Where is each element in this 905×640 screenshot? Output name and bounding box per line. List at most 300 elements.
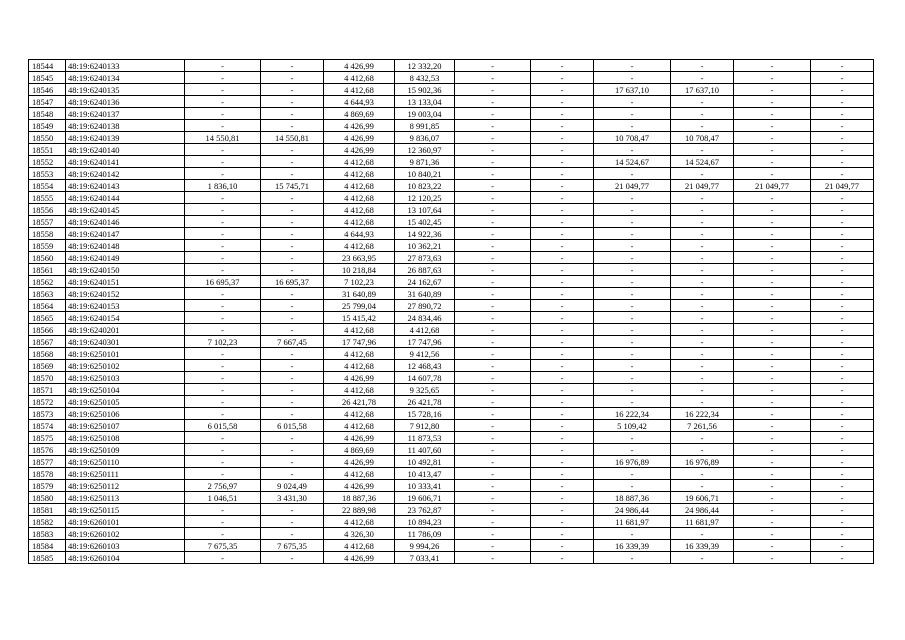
table-cell: - (455, 492, 531, 504)
table-cell: - (185, 264, 261, 276)
table-cell: 31 640,89 (324, 288, 395, 300)
table-cell: - (531, 348, 594, 360)
table-cell: - (811, 144, 874, 156)
table-cell: 11 873,53 (395, 432, 455, 444)
table-cell: 48:19:6260103 (66, 540, 185, 552)
table-row (29, 168, 874, 180)
table-cell: 18 887,36 (324, 492, 395, 504)
table-cell: - (531, 84, 594, 96)
table-cell: - (261, 384, 324, 396)
table-cell: 48:19:6250109 (66, 444, 185, 456)
table-cell: 48:19:6250106 (66, 408, 185, 420)
table-cell: - (531, 468, 594, 480)
table-cell: - (455, 252, 531, 264)
table-cell: 4 644,93 (324, 228, 395, 240)
table-cell: 4 412,68 (324, 216, 395, 228)
table-cell: - (811, 132, 874, 144)
table-cell: 9 325,65 (395, 384, 455, 396)
table-cell: 7 102,23 (324, 276, 395, 288)
table-cell: - (531, 324, 594, 336)
table-row (29, 468, 874, 480)
table-cell: 4 412,68 (324, 408, 395, 420)
table-cell: 4 869,69 (324, 108, 395, 120)
table-cell: - (455, 228, 531, 240)
table-cell: 48:19:6240144 (66, 192, 185, 204)
table-cell: 4 869,69 (324, 444, 395, 456)
table-cell: - (671, 120, 734, 132)
table-cell: - (455, 120, 531, 132)
table-cell: - (455, 552, 531, 564)
table-cell: 18552 (29, 156, 66, 168)
table-cell: 18550 (29, 132, 66, 144)
table-cell: - (261, 264, 324, 276)
table-cell: 2 756,97 (185, 480, 261, 492)
table-row (29, 372, 874, 384)
table-cell: - (734, 456, 811, 468)
table-cell: - (594, 372, 671, 384)
table-row (29, 204, 874, 216)
table-cell: 48:19:6240136 (66, 96, 185, 108)
table-cell: - (531, 384, 594, 396)
table-cell: - (185, 228, 261, 240)
table-cell: 48:19:6240151 (66, 276, 185, 288)
table-cell: 19 003,04 (395, 108, 455, 120)
table-cell: - (531, 144, 594, 156)
table-cell: - (185, 444, 261, 456)
table-cell: 16 976,89 (594, 456, 671, 468)
table-cell: - (594, 228, 671, 240)
table-cell: - (455, 324, 531, 336)
table-cell: - (811, 216, 874, 228)
table-cell: 4 412,68 (324, 192, 395, 204)
table-row (29, 252, 874, 264)
table-cell: - (455, 60, 531, 72)
table-cell: 4 426,99 (324, 456, 395, 468)
table-cell: - (811, 444, 874, 456)
table-cell: - (261, 396, 324, 408)
table-cell: - (734, 252, 811, 264)
table-cell: - (455, 528, 531, 540)
table-cell: 31 640,89 (395, 288, 455, 300)
table-cell: - (811, 540, 874, 552)
table-cell: - (734, 480, 811, 492)
table-cell: - (811, 300, 874, 312)
table-cell: 18568 (29, 348, 66, 360)
table-cell: - (734, 120, 811, 132)
table-cell: - (811, 552, 874, 564)
table-cell: - (671, 468, 734, 480)
table-cell: 4 412,68 (324, 360, 395, 372)
table-cell: - (594, 108, 671, 120)
table-cell: - (261, 72, 324, 84)
table-cell: 13 133,04 (395, 96, 455, 108)
table-cell: 14 524,67 (594, 156, 671, 168)
table-cell: 9 412,56 (395, 348, 455, 360)
table-cell: - (811, 276, 874, 288)
table-cell: 25 799,04 (324, 300, 395, 312)
table-cell: - (671, 240, 734, 252)
table-cell: - (811, 516, 874, 528)
table-cell: - (811, 324, 874, 336)
table-cell: 7 675,35 (261, 540, 324, 552)
table-cell: 24 834,46 (395, 312, 455, 324)
table-row (29, 96, 874, 108)
table-cell: - (594, 324, 671, 336)
table-cell: 18579 (29, 480, 66, 492)
table-cell: - (594, 216, 671, 228)
table-cell: - (594, 336, 671, 348)
data-table (28, 59, 874, 564)
table-cell: 4 412,68 (324, 540, 395, 552)
table-cell: - (261, 348, 324, 360)
table-cell: 21 049,77 (734, 180, 811, 192)
table-cell: - (811, 252, 874, 264)
table-cell: - (671, 192, 734, 204)
table-cell: 24 986,44 (594, 504, 671, 516)
table-cell: - (261, 444, 324, 456)
table-cell: - (261, 96, 324, 108)
table-cell: - (734, 420, 811, 432)
table-cell: 4 412,68 (324, 420, 395, 432)
table-cell: - (261, 528, 324, 540)
table-cell: - (671, 336, 734, 348)
table-cell: - (185, 204, 261, 216)
table-cell: 3 431,30 (261, 492, 324, 504)
table-row (29, 144, 874, 156)
table-cell: - (531, 276, 594, 288)
table-cell: - (261, 84, 324, 96)
table-row (29, 336, 874, 348)
table-cell: - (811, 204, 874, 216)
table-cell: - (261, 120, 324, 132)
table-cell: - (734, 156, 811, 168)
table-cell: - (261, 192, 324, 204)
table-cell: - (811, 120, 874, 132)
table-row (29, 360, 874, 372)
table-row (29, 456, 874, 468)
table-cell: 18576 (29, 444, 66, 456)
table-cell: 48:19:6250102 (66, 360, 185, 372)
table-cell: 19 606,71 (671, 492, 734, 504)
table-cell: - (531, 432, 594, 444)
table-cell: - (734, 444, 811, 456)
table-cell: 18555 (29, 192, 66, 204)
table-cell: - (261, 456, 324, 468)
table-cell: 18581 (29, 504, 66, 516)
table-cell: 48:19:6260104 (66, 552, 185, 564)
table-cell: - (455, 312, 531, 324)
table-cell: 48:19:6240150 (66, 264, 185, 276)
table-cell: 4 412,68 (324, 156, 395, 168)
table-cell: - (671, 480, 734, 492)
table-cell: 18546 (29, 84, 66, 96)
table-cell: - (261, 252, 324, 264)
table-cell: - (594, 348, 671, 360)
table-cell: 48:19:6240137 (66, 108, 185, 120)
table-cell: - (185, 348, 261, 360)
table-cell: - (734, 528, 811, 540)
table-cell: - (531, 228, 594, 240)
table-cell: - (811, 168, 874, 180)
table-cell: 48:19:6240133 (66, 60, 185, 72)
table-cell: 23 663,95 (324, 252, 395, 264)
table-cell: 16 339,39 (594, 540, 671, 552)
table-cell: - (671, 312, 734, 324)
table-cell: - (811, 312, 874, 324)
table-row (29, 72, 874, 84)
table-cell: - (734, 300, 811, 312)
table-cell: 14 607,78 (395, 372, 455, 384)
table-cell: - (594, 432, 671, 444)
table-cell: 48:19:6250103 (66, 372, 185, 384)
table-cell: 11 407,60 (395, 444, 455, 456)
table-row (29, 288, 874, 300)
table-cell: - (531, 456, 594, 468)
table-cell: 48:19:6250104 (66, 384, 185, 396)
table-cell: - (455, 456, 531, 468)
table-cell: 18584 (29, 540, 66, 552)
table-cell: 48:19:6240152 (66, 288, 185, 300)
table-cell: 4 412,68 (324, 180, 395, 192)
table-cell: - (811, 192, 874, 204)
table-cell: - (455, 300, 531, 312)
table-cell: - (671, 324, 734, 336)
table-row (29, 528, 874, 540)
table-cell: - (594, 312, 671, 324)
table-cell: - (671, 276, 734, 288)
table-cell: 19 606,71 (395, 492, 455, 504)
table-cell: 48:19:6250110 (66, 456, 185, 468)
table-cell: - (455, 168, 531, 180)
table-cell: 4 412,68 (324, 348, 395, 360)
table-cell: 18553 (29, 168, 66, 180)
table-cell: - (531, 180, 594, 192)
table-cell: - (531, 60, 594, 72)
table-cell: - (671, 108, 734, 120)
table-cell: - (734, 312, 811, 324)
table-cell: 4 326,30 (324, 528, 395, 540)
table-cell: - (261, 204, 324, 216)
table-cell: 17 747,96 (395, 336, 455, 348)
table-cell: - (185, 192, 261, 204)
table-cell: 4 412,68 (395, 324, 455, 336)
table-cell: - (261, 228, 324, 240)
table-cell: 48:19:6250107 (66, 420, 185, 432)
table-cell: - (734, 360, 811, 372)
table-cell: - (531, 396, 594, 408)
table-cell: - (531, 516, 594, 528)
table-cell: - (531, 528, 594, 540)
table-cell: - (185, 300, 261, 312)
table-cell: - (261, 216, 324, 228)
table-cell: 26 421,78 (395, 396, 455, 408)
table-cell: - (455, 336, 531, 348)
table-row (29, 432, 874, 444)
table-cell: - (455, 432, 531, 444)
table-cell: 16 976,89 (671, 456, 734, 468)
table-cell: 18563 (29, 288, 66, 300)
table-cell: 22 889,98 (324, 504, 395, 516)
table-cell: - (185, 108, 261, 120)
table-cell: 18554 (29, 180, 66, 192)
table-cell: - (261, 504, 324, 516)
table-cell: - (455, 180, 531, 192)
table-cell: 10 333,41 (395, 480, 455, 492)
table-cell: - (671, 384, 734, 396)
table-row (29, 420, 874, 432)
table-cell: 6 015,58 (261, 420, 324, 432)
table-cell: 48:19:6240142 (66, 168, 185, 180)
table-cell: 4 412,68 (324, 468, 395, 480)
table-cell: 18557 (29, 216, 66, 228)
table-cell: - (671, 288, 734, 300)
table-cell: 9 871,36 (395, 156, 455, 168)
table-cell: 21 049,77 (594, 180, 671, 192)
table-cell: - (455, 84, 531, 96)
table-cell: 18575 (29, 432, 66, 444)
table-cell: - (734, 84, 811, 96)
table-cell: - (594, 264, 671, 276)
table-cell: - (455, 240, 531, 252)
table-cell: - (261, 168, 324, 180)
table-row (29, 156, 874, 168)
table-cell: - (594, 396, 671, 408)
table-cell: 4 412,68 (324, 240, 395, 252)
table-cell: - (455, 108, 531, 120)
table-cell: - (185, 456, 261, 468)
table-cell: 18567 (29, 336, 66, 348)
table-row (29, 408, 874, 420)
table-cell: - (531, 264, 594, 276)
table-cell: 10 362,21 (395, 240, 455, 252)
table-row (29, 192, 874, 204)
table-cell: - (671, 552, 734, 564)
table-cell: 5 109,42 (594, 420, 671, 432)
table-cell: 12 360,97 (395, 144, 455, 156)
table-cell: - (734, 432, 811, 444)
table-cell: - (531, 360, 594, 372)
table-cell: - (734, 108, 811, 120)
table-cell: - (671, 264, 734, 276)
table-cell: 48:19:6240143 (66, 180, 185, 192)
table-row (29, 216, 874, 228)
table-cell: - (531, 120, 594, 132)
table-cell: - (185, 408, 261, 420)
table-cell: - (261, 144, 324, 156)
table-cell: 48:19:6250111 (66, 468, 185, 480)
table-cell: - (811, 108, 874, 120)
table-cell: - (811, 456, 874, 468)
table-cell: - (671, 300, 734, 312)
table-cell: - (531, 408, 594, 420)
table-cell: - (671, 528, 734, 540)
table-cell: 48:19:6240149 (66, 252, 185, 264)
table-cell: - (671, 228, 734, 240)
table-cell: 48:19:6260102 (66, 528, 185, 540)
table-cell: - (594, 480, 671, 492)
table-cell: - (671, 396, 734, 408)
table-cell: 1 046,51 (185, 492, 261, 504)
table-cell: 48:19:6240154 (66, 312, 185, 324)
table-cell: 18580 (29, 492, 66, 504)
table-cell: - (185, 144, 261, 156)
table-cell: - (531, 192, 594, 204)
table-cell: - (261, 468, 324, 480)
table-cell: 18574 (29, 420, 66, 432)
table-cell: - (261, 360, 324, 372)
table-cell: 13 107,64 (395, 204, 455, 216)
table-cell: 18566 (29, 324, 66, 336)
table-cell: 48:19:6240138 (66, 120, 185, 132)
table-cell: 4 412,68 (324, 84, 395, 96)
table-cell: 48:19:6240145 (66, 204, 185, 216)
table-cell: - (811, 348, 874, 360)
table-cell: - (455, 420, 531, 432)
table-cell: - (734, 72, 811, 84)
table-cell: - (734, 264, 811, 276)
table-cell: 18551 (29, 144, 66, 156)
table-row (29, 60, 874, 72)
table-cell: - (811, 264, 874, 276)
table-cell: 4 412,68 (324, 384, 395, 396)
table-cell: 7 675,35 (185, 540, 261, 552)
table-cell: - (455, 540, 531, 552)
table-cell: - (734, 168, 811, 180)
table-cell: - (671, 168, 734, 180)
table-cell: 12 332,20 (395, 60, 455, 72)
table-cell: - (594, 96, 671, 108)
table-cell: 4 412,68 (324, 72, 395, 84)
table-row (29, 384, 874, 396)
table-cell: - (811, 72, 874, 84)
table-cell: - (594, 192, 671, 204)
table-cell: 8 432,53 (395, 72, 455, 84)
table-cell: 1 836,10 (185, 180, 261, 192)
table-cell: - (734, 552, 811, 564)
table-cell: - (185, 60, 261, 72)
table-cell: - (811, 372, 874, 384)
table-cell: - (531, 204, 594, 216)
table-row (29, 552, 874, 564)
table-cell: 7 912,80 (395, 420, 455, 432)
table-cell: 48:19:6240141 (66, 156, 185, 168)
table-cell: - (671, 432, 734, 444)
table-cell: - (455, 276, 531, 288)
table-cell: - (185, 432, 261, 444)
table-cell: 16 695,37 (261, 276, 324, 288)
table-cell: - (811, 384, 874, 396)
table-cell: - (455, 468, 531, 480)
table-cell: 14 524,67 (671, 156, 734, 168)
table-cell: - (594, 120, 671, 132)
table-cell: - (531, 540, 594, 552)
table-row (29, 516, 874, 528)
table-cell: 48:19:6250115 (66, 504, 185, 516)
table-cell: - (455, 204, 531, 216)
table-cell: - (594, 360, 671, 372)
table-cell: 11 681,97 (594, 516, 671, 528)
table-cell: - (811, 360, 874, 372)
table-cell: - (185, 156, 261, 168)
table-row (29, 480, 874, 492)
table-cell: 18560 (29, 252, 66, 264)
table-cell: - (455, 264, 531, 276)
table-cell: - (594, 468, 671, 480)
table-cell: - (811, 336, 874, 348)
table-cell: 18556 (29, 204, 66, 216)
table-cell: - (811, 288, 874, 300)
table-cell: - (531, 168, 594, 180)
